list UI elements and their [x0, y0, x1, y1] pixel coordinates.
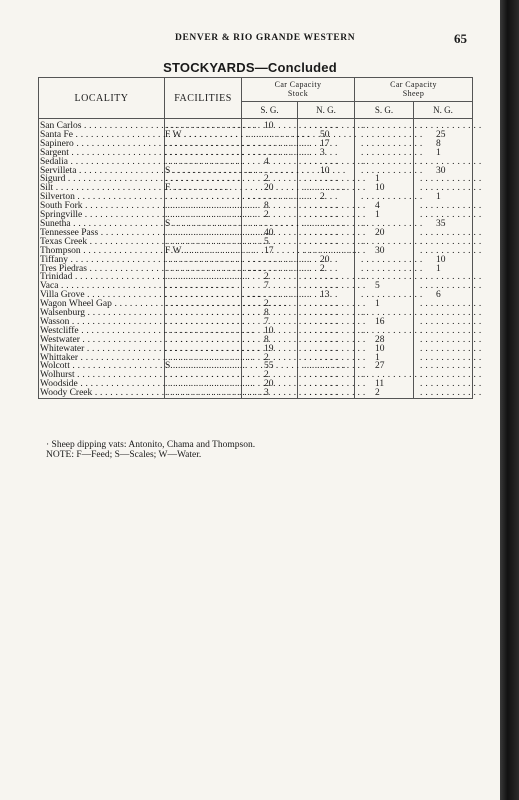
- leader-dots: . . . . . . . . . . . .: [304, 236, 366, 247]
- locality-cell: Wasson . . .: [39, 318, 165, 327]
- leader-dots: . . . . . . . . . . . .: [420, 334, 482, 345]
- leader-dots: . . . . . . . . . . . .: [361, 138, 423, 149]
- locality-cell: Servilleta . . .: [39, 167, 165, 176]
- locality-cell: Silt . . .: [39, 184, 165, 193]
- facilities-cell: F W . . .: [165, 131, 242, 140]
- leader-dots: . . . . . . . . . . . .: [361, 192, 423, 203]
- leader-dots: . . . . . . . . . . . .: [420, 272, 482, 283]
- leader-dots: . . . . . . . . . . . .: [420, 308, 482, 319]
- leader-dots: . . . . . . . . . . . .: [304, 156, 366, 167]
- value: 10: [375, 183, 385, 194]
- header-stock-sg: S. G.: [242, 101, 298, 118]
- leader-dots: . . . . . . . . . . . .: [304, 272, 366, 283]
- value: 20: [264, 379, 274, 390]
- leader-dots: . . . . . . . . . . . .: [304, 227, 366, 238]
- value: 2: [320, 263, 325, 274]
- leader-dots: . . . . . . . . . . . .: [420, 156, 482, 167]
- leader-dots: . . . . . . . . . . . .: [304, 343, 366, 354]
- value: 10: [264, 325, 274, 336]
- locality-cell: San Carlos . . .: [39, 119, 165, 131]
- leader-dots: . . . . . . . . . . . .: [248, 138, 310, 149]
- header-sheep-group: [355, 78, 473, 102]
- value: 2: [375, 388, 380, 399]
- value: 30: [436, 165, 446, 176]
- leader-dots: . . . . . . . . . . . .: [420, 210, 482, 221]
- header-stock-group: [242, 78, 355, 102]
- value: 2: [264, 370, 269, 381]
- stockyards-table: [38, 77, 482, 399]
- locality-cell: Sapinero . . .: [39, 140, 165, 149]
- leader-dots: . . . . . . . . . . . .: [304, 201, 366, 212]
- leader-dots: . . . . . . . . . . . .: [361, 121, 423, 131]
- locality-cell: Whittaker . . .: [39, 354, 165, 363]
- leader-dots: . . . . . . . . . . . .: [420, 361, 482, 372]
- value: 2: [264, 352, 269, 363]
- leader-dots: . . . . . . . . . . . .: [304, 183, 366, 194]
- leader-dots: . . . . . . . . . . . .: [361, 263, 423, 274]
- table-row: [39, 389, 473, 398]
- leader-dots: . . . . . . . . . . . .: [420, 174, 482, 185]
- locality-cell: Sedalia . . .: [39, 158, 165, 167]
- running-header: [0, 33, 500, 47]
- value: 35: [436, 218, 446, 229]
- value: 2: [264, 210, 269, 221]
- leader-dots: . . . . . . . . . . . .: [248, 254, 310, 265]
- locality-cell: Tennessee Pass . . .: [39, 229, 165, 238]
- leader-dots: . . . . . . . . . . . .: [248, 147, 310, 158]
- leader-dots: . . . . . . . . . . . .: [420, 343, 482, 354]
- leader-dots: . . . . . . . . . . . .: [304, 218, 366, 229]
- locality-cell: Woody Creek . . .: [39, 389, 165, 398]
- leader-dots: . . . . . . . . . . . .: [361, 165, 423, 176]
- leader-dots: . . . . . . . . . . . .: [361, 290, 423, 301]
- leader-dots: . . . . . . . . . . . .: [420, 236, 482, 247]
- value: 3: [264, 388, 269, 399]
- footnote-dipping-vats: · Sheep dipping vats: Antonito, Chama and Thompson.: [46, 440, 256, 450]
- leader-dots: . . . . . . . . . . . .: [420, 388, 482, 399]
- facilities-cell: S . . .: [165, 362, 242, 371]
- stock-group-line1: Car Capacity: [274, 80, 322, 90]
- stock-ng-cell: [298, 388, 366, 399]
- value: 1: [375, 352, 380, 363]
- value: 13: [320, 290, 330, 301]
- leader-dots: . . . . . . . . . . . .: [420, 370, 482, 381]
- value: 4: [375, 201, 380, 212]
- header-locality: LOCALITY: [39, 78, 165, 119]
- leader-dots: . . . . . . . . . . . .: [361, 236, 423, 247]
- leader-dots: . . . . . . . . . . . .: [361, 272, 423, 283]
- locality-cell: Westcliffe . . .: [39, 327, 165, 336]
- facilities-cell: S . . .: [165, 167, 242, 176]
- page-number: 65: [454, 31, 467, 46]
- locality-cell: Sargent . . .: [39, 149, 165, 158]
- value: 3: [320, 147, 325, 158]
- locality-cell: Silverton . . .: [39, 193, 165, 202]
- locality-cell: Westwater . . .: [39, 336, 165, 345]
- header-facilities: FACILITIES: [165, 78, 242, 119]
- leader-dots: . . . . . . . . . . . .: [361, 218, 423, 229]
- facilities-cell: S . . .: [165, 220, 242, 229]
- locality-cell: Santa Fe . . .: [39, 131, 165, 140]
- leader-dots: . . . . . . . . . . . .: [420, 227, 482, 238]
- value: 8: [264, 201, 269, 212]
- stockyards-table-wrapper: [38, 77, 482, 399]
- leader-dots: . . . . . . . . . . . .: [304, 174, 366, 185]
- leader-dots: . . . . . . . . . . . .: [361, 156, 423, 167]
- value: 7: [264, 281, 269, 292]
- value: 55: [264, 361, 274, 372]
- value: 4: [264, 156, 269, 167]
- sheep-group-line2: Sheep: [402, 89, 425, 99]
- facilities-cell: [165, 389, 242, 398]
- leader-dots: . . . . . . . . . . . .: [361, 308, 423, 319]
- value: 11: [375, 379, 385, 390]
- value: 8: [436, 138, 441, 149]
- value: 10: [320, 165, 330, 176]
- value: 20: [264, 183, 274, 194]
- footnotes: [40, 440, 255, 460]
- leader-dots: . . . . . . . . . . . .: [248, 263, 310, 274]
- leader-dots: . . . . . . . . . . . .: [420, 325, 482, 336]
- locality-cell: Springville . . .: [39, 211, 165, 220]
- leader-dots: . . . . . . . . . . . .: [248, 165, 310, 176]
- leader-dots: . . . . . . . . . . . .: [420, 183, 482, 194]
- leader-dots: . . . . . . . . . . . .: [361, 370, 423, 381]
- locality-cell: Walsenburg . . .: [39, 309, 165, 318]
- header-sheep-sg: S. G.: [355, 101, 414, 118]
- leader-dots: . . . . . . . . . . . .: [304, 245, 366, 256]
- leader-dots: . . . . . . . . . . . .: [420, 352, 482, 363]
- value: 10: [375, 343, 385, 354]
- value: 1: [375, 174, 380, 185]
- value: 10: [264, 121, 274, 131]
- locality-cell: Wagon Wheel Gap . . .: [39, 300, 165, 309]
- facilities-cell: F . . .: [165, 184, 242, 193]
- leader-dots: . . . . . . . . . . . .: [248, 129, 310, 140]
- leader-dots: . . . . . . . . . . . .: [420, 299, 482, 310]
- value: 1: [375, 299, 380, 310]
- value: 28: [375, 334, 385, 345]
- value: 8: [264, 334, 269, 345]
- leader-dots: . . . . . . . . . . . .: [304, 379, 366, 390]
- value: 1: [436, 192, 441, 203]
- header-stock-ng: N. G.: [298, 101, 355, 118]
- facilities-cell: F W . . .: [165, 247, 242, 256]
- table-body: [39, 119, 482, 399]
- page-title: STOCKYARDS—Concluded: [163, 60, 337, 75]
- leader-dots: . . . . . . . . . . . .: [304, 361, 366, 372]
- leader-dots: . . . . . . . . . . . .: [304, 334, 366, 345]
- value: 2: [264, 174, 269, 185]
- leader-dots: . . . . . . . . . . . .: [304, 121, 366, 131]
- value: 19: [264, 343, 274, 354]
- leader-dots: . . . . . . . . . . . .: [361, 147, 423, 158]
- leader-dots: . . . . . . . . . . . .: [420, 379, 482, 390]
- sheep-group-line1: Car Capacity: [390, 80, 437, 90]
- value: 40: [264, 227, 274, 238]
- value: 16: [375, 316, 385, 327]
- leader-dots: . . . . . . . . . . . .: [304, 370, 366, 381]
- leader-dots: . . . . . . . . . . . .: [420, 201, 482, 212]
- leader-dots: . . . . . . . . . . . .: [304, 210, 366, 221]
- locality-cell: Villa Grove . . .: [39, 291, 165, 300]
- locality-cell: Trinidad . . .: [39, 273, 165, 282]
- value: 27: [375, 361, 385, 372]
- locality-cell: Sigurd . . .: [39, 175, 165, 184]
- leader-dots: . . . . . . . . . . . .: [361, 129, 423, 140]
- leader-dots: . . . . . . . . . . . .: [420, 245, 482, 256]
- value: 10: [436, 254, 446, 265]
- running-title: DENVER & RIO GRANDE WESTERN: [175, 33, 356, 43]
- locality-cell: Woodside . . .: [39, 380, 165, 389]
- leader-dots: . . . . . . . . . . . .: [420, 316, 482, 327]
- value: 7: [264, 316, 269, 327]
- locality-cell: Wolhurst . . .: [39, 371, 165, 380]
- value: 5: [264, 236, 269, 247]
- leader-dots: . . . . . . . . . . . .: [420, 121, 482, 131]
- sheep-ng-cell: [414, 388, 482, 399]
- value: 17: [320, 138, 330, 149]
- value: 2: [264, 272, 269, 283]
- locality-cell: Wolcott . . .: [39, 362, 165, 371]
- leader-dots: . . . . . . . . . . . .: [420, 281, 482, 292]
- locality-cell: Vaca . . .: [39, 282, 165, 291]
- locality-cell: Sunetha . . .: [39, 220, 165, 229]
- value: 50: [320, 129, 330, 140]
- value: 6: [436, 290, 441, 301]
- footnote-legend: NOTE: F—Feed; S—Scales; W—Water.: [46, 450, 202, 460]
- leader-dots: . . . . . . . . . . . .: [361, 325, 423, 336]
- header-sheep-ng: N. G.: [414, 101, 473, 118]
- leader-dots: . . . . . . . . . . . .: [248, 218, 310, 229]
- leader-dots: . . . . . . . . . . . .: [304, 281, 366, 292]
- value: 2: [264, 299, 269, 310]
- value: 20: [375, 227, 385, 238]
- locality-cell: Thompson . . .: [39, 247, 165, 256]
- value: 30: [375, 245, 385, 256]
- leader-dots: . . . . . . . . . . . .: [361, 254, 423, 265]
- leader-dots: . . . . . . . . . . . .: [304, 352, 366, 363]
- leader-dots: . . . . . . . . . . . .: [304, 388, 366, 399]
- value: 1: [436, 147, 441, 158]
- leader-dots: . . . . . . . . . . . .: [248, 290, 310, 301]
- value: 8: [264, 308, 269, 319]
- book-binding-edge: [500, 0, 519, 800]
- locality-cell: Tres Piedras . . .: [39, 265, 165, 274]
- leader-dots: . . . . . . . . . . . .: [304, 299, 366, 310]
- locality-cell: Tiffany . . .: [39, 256, 165, 265]
- leader-dots: . . . . . . . . . . . .: [248, 192, 310, 203]
- value: 1: [375, 210, 380, 221]
- locality-cell: South Fork . . .: [39, 202, 165, 211]
- leader-dots: . . . . . . . . . . . .: [304, 325, 366, 336]
- leader-dots: . . . . . . . . . . . .: [304, 308, 366, 319]
- value: 25: [436, 129, 446, 140]
- value: 20: [320, 254, 330, 265]
- leader-dots: . . . . . . . . . . . .: [304, 316, 366, 327]
- locality-cell: Whitewater . . .: [39, 345, 165, 354]
- value: 17: [264, 245, 274, 256]
- value: 1: [436, 263, 441, 274]
- locality-cell: Texas Creek . . .: [39, 238, 165, 247]
- value: 2: [320, 192, 325, 203]
- value: 5: [375, 281, 380, 292]
- stock-group-line2: Stock: [287, 89, 309, 99]
